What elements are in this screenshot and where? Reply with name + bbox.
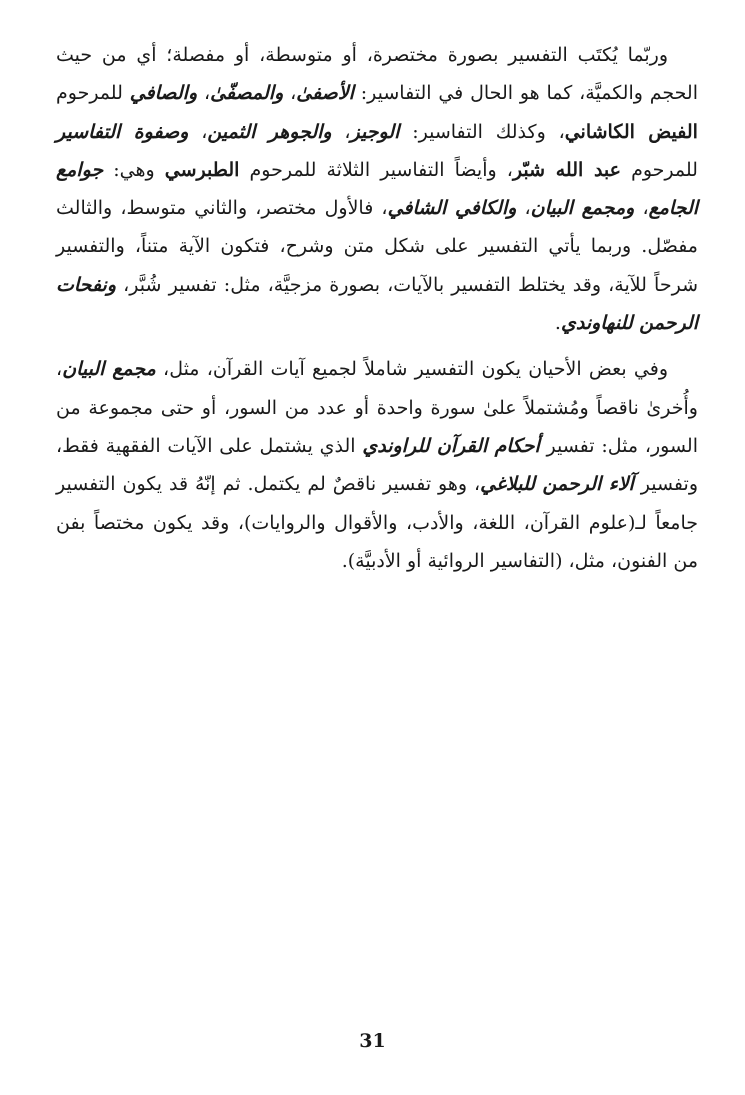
emphasized-text: ونفحات الرحمن للنهاوندي [56, 273, 698, 335]
text-run: وربّما يُكتَب التفسير بصورة مختصرة، أو متوسطة، أو مفصلة؛ أي من حيث الحجم والكميَّة، كما هو الحال في التفاسير: [56, 44, 699, 105]
emphasized-text: ومجمع البيان [530, 197, 635, 220]
emphasized-text: وصفوة التفاسير [56, 120, 189, 143]
text-run: للمرحوم [621, 158, 698, 181]
emphasized-text: الطبرسي [164, 158, 240, 181]
text-run: للمرحوم [56, 82, 130, 105]
page-number: 31 [359, 1030, 386, 1052]
emphasized-text: مجمع البيان [62, 358, 156, 381]
text-run: ، [283, 82, 297, 105]
text-run: ، فالأول مختصر، والثاني متوسط، والثالث مفصّل. وربما يأتي التفسير على شكل متن وشرح، فتكون الآية متناً، والتفسير شرحاً للآية، وقد يختلط التفسير بالآيات، بصورة مزجيَّة، مثل: تفسير شُبَّر، [56, 197, 698, 296]
emphasized-text: الوجيز [350, 120, 400, 143]
emphasized-text: عبد الله شبّر [512, 158, 621, 181]
text-run: ، [634, 197, 649, 220]
page-body [56, 36, 698, 1036]
paragraph-2 [56, 350, 698, 580]
text-run: وهي: [103, 158, 165, 181]
emphasized-text: والمصفّىٰ [210, 82, 284, 105]
emphasized-text: آلاء الرحمن للبلاغي [480, 473, 634, 496]
emphasized-text: والصافي [129, 82, 198, 105]
text-run: الذي يشتمل على الآيات الفقهية فقط، وتفسير [56, 434, 698, 496]
text-run: ، وهو تفسير ناقصٌ لم يكتمل. ثم إنّهُ قد يكون التفسير جامعاً لـ(علوم القرآن، اللغة، والأدب، والأقوال والروايات)، وقد يكون مختصاً بفن من الفنون، مثل، (التفاسير الروائية أو الأدبيَّة). [56, 473, 698, 572]
emphasized-text: والكافي الشافي [387, 197, 517, 220]
emphasized-text: الأصفىٰ [296, 82, 354, 105]
text-run: ، وكذلك التفاسير: [399, 120, 565, 143]
emphasized-text: الفيض الكاشاني [564, 120, 698, 143]
emphasized-text: أحكام القرآن للراوندي [362, 434, 540, 457]
emphasized-text: والجوهر الثمين [207, 120, 332, 143]
emphasized-text: جوامع الجامع [56, 158, 699, 220]
text-run: . [554, 312, 561, 335]
text-run: وفي بعض الأحيان يكون التفسير شاملاً لجميع آيات القرآن، مثل، [155, 358, 668, 381]
text-run: ، [331, 120, 351, 143]
text-run: ، [516, 197, 531, 220]
text-run: ، وأيضاً التفاسير الثلاثة للمرحوم [239, 158, 513, 181]
text-run: ، [197, 82, 211, 105]
paragraph-1 [56, 36, 698, 342]
text-run: ، [188, 120, 208, 143]
text-run: ، وأُخرىٰ ناقصاً ومُشتملاً علىٰ سورة واحدة أو عدد من السور، أو حتى مجموعة من السور، مثل: تفسير [56, 358, 698, 457]
